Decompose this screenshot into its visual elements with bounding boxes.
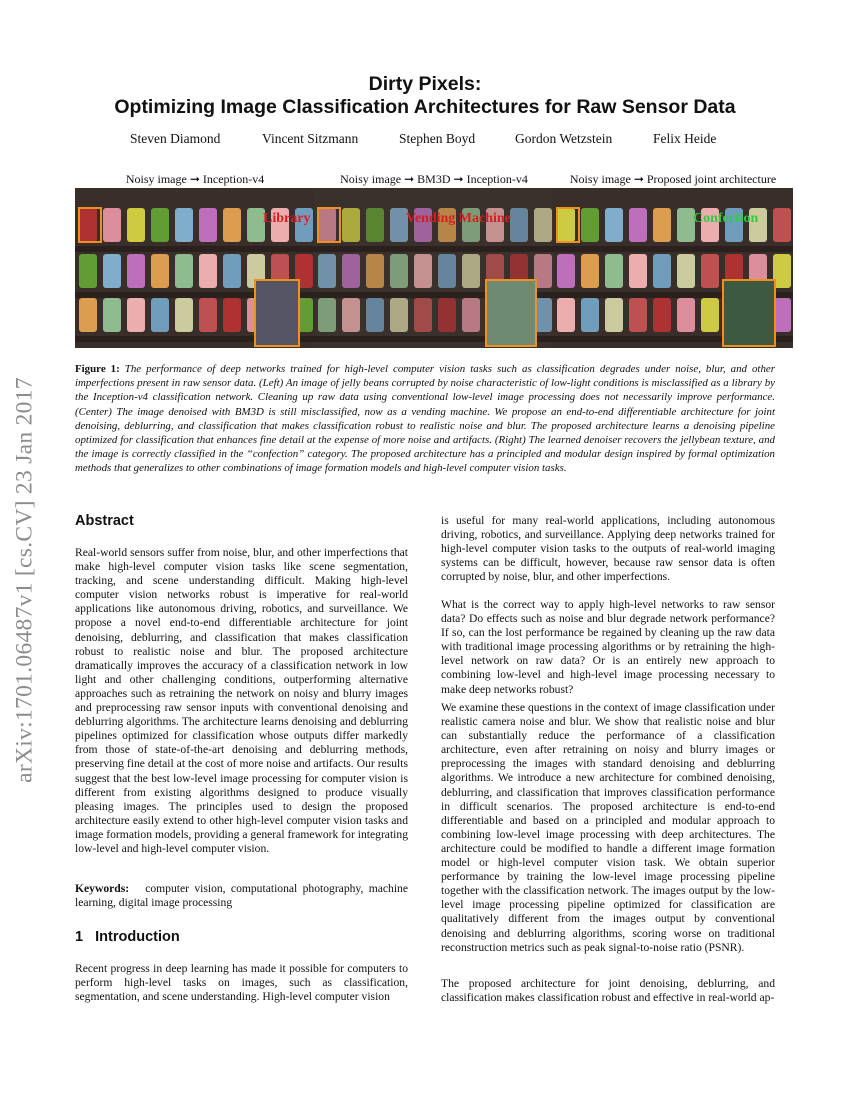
jar xyxy=(390,254,408,288)
intro-heading: 1 Introduction xyxy=(75,929,180,945)
intro-paragraph-architecture: The proposed architecture for joint denoising, deblurring, and classification makes classification robust and effective in real-world ap- xyxy=(441,977,775,1005)
panel-caption xyxy=(314,172,554,188)
figure-panel-left xyxy=(75,172,315,348)
jar xyxy=(366,298,384,332)
caption-part: Inception-v4 xyxy=(466,172,528,186)
intro-paragraph-questions: What is the correct way to apply high-level networks to raw sensor data? Do effects such as noise and blur degrade network performance? If so, can the lost performance be regained by cleaning up the raw data with traditional image processing algorithms or by retraining the high-level network on raw data? Or is an entirely new approach to combining low-level and high-level image processing necessary to make deep networks robust? xyxy=(441,598,775,696)
caption-part: Inception-v4 xyxy=(202,172,265,186)
jar xyxy=(103,208,121,242)
jar xyxy=(677,254,695,288)
figure-label: Figure 1: xyxy=(75,363,120,375)
arrow-icon: ➞ xyxy=(189,172,200,186)
jar xyxy=(366,208,384,242)
paper-title-line1: Dirty Pixels: xyxy=(368,73,482,95)
figure-panel-center xyxy=(314,172,554,348)
jar xyxy=(151,208,169,242)
panel-caption xyxy=(553,172,793,188)
jar xyxy=(318,254,336,288)
paper-title-line2: Optimizing Image Classification Architectures for Raw Sensor Data xyxy=(114,96,736,118)
jar xyxy=(127,254,145,288)
zoom-inset xyxy=(486,280,536,346)
keywords xyxy=(75,882,408,910)
jar xyxy=(462,254,480,288)
jar xyxy=(438,254,456,288)
abstract-body: Real-world sensors suffer from noise, blur, and other imperfections that make high-level computer vision tasks like scene segmentation, tracking, and scene understanding difficult. Making high-level computer vision networks robust is imperative for real-world applications like autonomous driving, robotics, and surveillance. We propose a novel end-to-end differentiable architecture for joint denoising, deblurring, and classification that makes classification robust to realistic noise and blur. The proposed architecture dramatically improves the accuracy of a classification network in low light and other challenging conditions, outperforming alternative approaches such as retraining the network on noisy and blurry images and preprocessing raw sensor inputs with conventional denoising and deblurring algorithms. The architecture learns denoising and deblurring pipelines optimized for classification whose outputs differ markedly from those of state-of-the-art denoising and deblurring methods, preserving fine detail at the cost of more noise and artifacts. Our results suggest that the best low-level image processing for computer vision is different from existing algorithms designed to produce visually pleasing images. The principles used to design the proposed architecture easily extend to other high-level computer vision tasks and image formation models, providing a general framework for integrating low-level and high-level computer vision. xyxy=(75,546,408,855)
jar xyxy=(223,298,241,332)
jar xyxy=(605,298,623,332)
jar xyxy=(534,208,552,242)
author-name: Steven Diamond xyxy=(130,131,221,146)
jar xyxy=(151,254,169,288)
jar xyxy=(414,254,432,288)
jar xyxy=(510,208,528,242)
jar xyxy=(342,208,360,242)
arrow-icon: ➞ xyxy=(404,172,415,186)
jar xyxy=(79,298,97,332)
class-label: Library xyxy=(263,211,311,226)
jellybean-image-bm3d xyxy=(314,188,554,348)
panel-caption xyxy=(75,172,315,188)
jar xyxy=(175,254,193,288)
arrow-icon: ➞ xyxy=(633,172,644,186)
jar xyxy=(629,298,647,332)
shelf xyxy=(75,246,315,252)
intro-paragraph-continued: is useful for many real-world applications, including autonomous driving, robotics, and surveillance. Applying deep networks trained for high-level computer vision tasks to the outputs of real-world imaging systems can be difficult, however, because raw sensor data is often corrupted by noise, blur, and other imperfections. xyxy=(441,514,775,584)
jar xyxy=(629,208,647,242)
intro-paragraph: Recent progress in deep learning has made it possible for computers to perform high-level tasks on images, such as classification, segmentation, and scene understanding. High-level computer vision xyxy=(75,962,408,1004)
jar xyxy=(103,298,121,332)
jar xyxy=(342,254,360,288)
jar xyxy=(653,208,671,242)
arxiv-id: arXiv:1701.06487v1 [cs.CV] 23 Jan 2017 xyxy=(11,377,38,783)
jar xyxy=(414,298,432,332)
jar xyxy=(127,208,145,242)
jar xyxy=(199,208,217,242)
jar xyxy=(462,298,480,332)
author-name: Stephen Boyd xyxy=(399,131,476,146)
keywords-label: Keywords: xyxy=(75,882,130,895)
jar xyxy=(701,254,719,288)
jar xyxy=(677,298,695,332)
class-label: Confection xyxy=(693,211,759,226)
jar xyxy=(557,298,575,332)
jar xyxy=(223,208,241,242)
class-label: Vending Machine xyxy=(406,211,511,226)
arrow-icon: ➞ xyxy=(453,172,464,186)
jar xyxy=(151,298,169,332)
jar xyxy=(127,298,145,332)
jellybean-image-proposed xyxy=(553,188,793,348)
jar xyxy=(557,254,575,288)
jar xyxy=(366,254,384,288)
intro-paragraph-contributions: We examine these questions in the context of image classification under realistic camera noise and blur. We show that realistic noise and blur can substantially reduce the performance of a classification architecture, even after retraining on noisy and blurry images or preprocessing the images with standard denoising and deblurring algorithms. We introduce a new architecture for combined denoising, deblurring, and classification that improves classification performance in difficult scenarios. The proposed architecture is end-to-end differentiable and based on a principled and modular approach to combining low-level image processing with deep architectures. The architecture could be modified to handle a different image formation model or high-level computer vision task. We obtain superior performance by training the low-level image processing pipeline together with the classification network. The images output by the low-level image processing pipeline optimized for classification are qualitatively different from the images output by conventional denoising and deblurring algorithms, scoring worse on traditional reconstruction metrics such as peak signal-to-noise ratio (PSNR). xyxy=(441,701,775,954)
author-name: Felix Heide xyxy=(653,131,717,146)
jar xyxy=(223,254,241,288)
jar xyxy=(438,298,456,332)
jar xyxy=(581,298,599,332)
jar xyxy=(605,254,623,288)
jar xyxy=(557,208,575,242)
abstract-heading: Abstract xyxy=(75,513,134,529)
caption-part: Noisy image xyxy=(340,172,402,186)
jellybean-image-noisy xyxy=(75,188,315,348)
jar xyxy=(629,254,647,288)
zoom-inset xyxy=(723,280,775,346)
arxiv-watermark xyxy=(0,300,50,860)
author-name: Gordon Wetzstein xyxy=(515,131,613,146)
jar xyxy=(653,254,671,288)
jar xyxy=(653,298,671,332)
jar xyxy=(390,298,408,332)
jar xyxy=(79,254,97,288)
jar xyxy=(318,208,336,242)
jar xyxy=(175,208,193,242)
jar xyxy=(79,208,97,242)
caption-part: BM3D xyxy=(417,172,451,186)
caption-part: Noisy image xyxy=(125,172,187,186)
shelf xyxy=(314,246,554,252)
jar xyxy=(199,254,217,288)
jar xyxy=(581,254,599,288)
jar xyxy=(175,298,193,332)
jar xyxy=(701,298,719,332)
jar xyxy=(605,208,623,242)
jar xyxy=(103,254,121,288)
jar xyxy=(199,298,217,332)
caption-part: Proposed joint architecture xyxy=(646,172,777,186)
jar xyxy=(342,298,360,332)
figure-panel-right xyxy=(553,172,793,348)
jar xyxy=(773,208,791,242)
jar xyxy=(581,208,599,242)
caption-part: Noisy image xyxy=(569,172,631,186)
figure-caption-text: The performance of deep networks trained for high-level computer vision tasks such as classification degrades under noise, blur, and other imperfections present in raw sensor data. (Left) An image of jelly beans corrupted by noise characteristic of low-light conditions is misclassified as a library by the Inception-v4 classification network. Cleaning up raw data using conventional low-level image processing does not necessarily improve performance. (Center) The image denoised with BM3D is still misclassified, now as a vending machine. We propose an end-to-end differentiable architecture for joint denoising, deblurring, and classification that makes classification robust to realistic noise and blur. The proposed architecture learns a denoising pipeline optimized for classification that enhances fine detail at the expense of more noise and artifacts. (Right) The learned denoiser recovers the jellybean texture, and the image is correctly classified in the “confection” category. The proposed architecture has a principled and modular design inspired by formal optimization methods that generalizes to other combinations of image formation models and high-level computer vision tasks. xyxy=(75,363,775,475)
jar xyxy=(318,298,336,332)
shelf xyxy=(553,246,793,252)
author-name: Vincent Sitzmann xyxy=(262,131,359,146)
keywords-text: computer vision, computational photography, machine learning, digital image processing xyxy=(75,882,408,910)
zoom-inset xyxy=(255,280,299,346)
figure-caption xyxy=(75,362,775,476)
